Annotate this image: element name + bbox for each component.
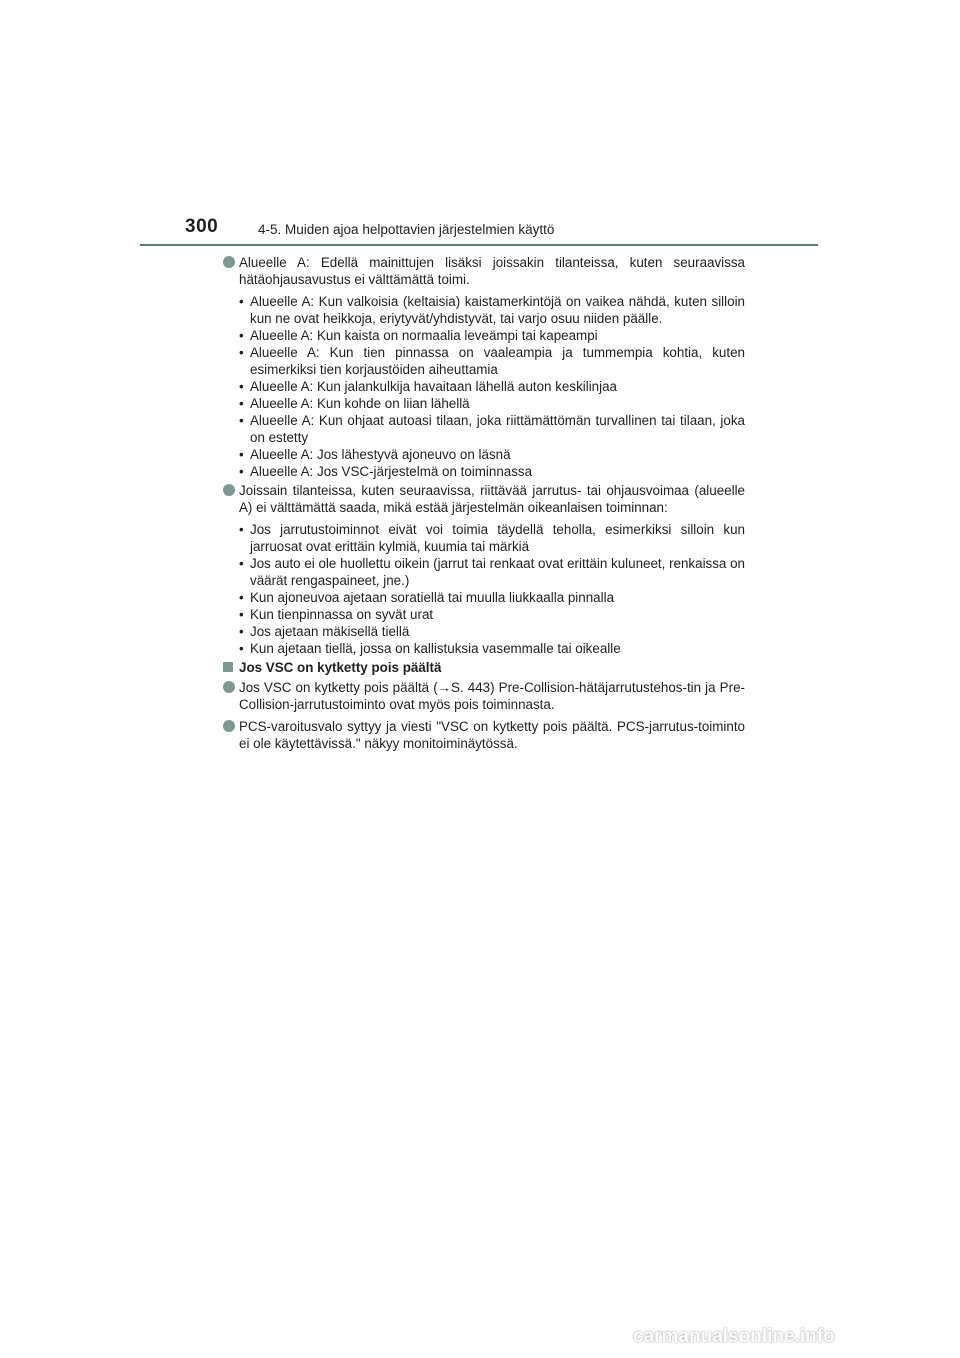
circle-bullet-icon [223, 256, 235, 268]
bullet-paragraph [222, 482, 745, 516]
list-item [222, 606, 745, 623]
list-item-text: Alueelle A: Kun valkoisia (keltaisia) kaistamerkintöjä on vaikea nähdä, kuten silloin kun ne ovat heikkoja, eriytyvät/yhdistyvät, tai varjo osuu niiden päälle. [250, 294, 745, 326]
dot-bullet-icon: • [239, 590, 244, 605]
list-item-text: Jos ajetaan mäkisellä tiellä [250, 624, 410, 639]
list-item [222, 640, 745, 657]
page-reference-text: S. 443) Pre-Collision-hätäjarrutustehos-tin ja Pre-Collision-jarrutustoiminto ovat myös pois toiminnasta. [239, 680, 745, 712]
section-heading [222, 659, 745, 676]
list-item-text: Jos auto ei ole huollettu oikein (jarrut tai renkaat ovat erittäin kuluneet, renkaissa on väärät rengaspaineet, jne.) [250, 556, 745, 588]
bullet-paragraph [222, 718, 745, 752]
dot-bullet-icon: • [239, 328, 244, 343]
page-content [222, 254, 745, 757]
sub-list [222, 521, 745, 657]
dot-bullet-icon: • [239, 464, 244, 479]
circle-bullet-icon [223, 484, 235, 496]
list-item [222, 521, 745, 555]
list-item [222, 589, 745, 606]
dot-bullet-icon: • [239, 396, 244, 411]
dot-bullet-icon: • [239, 607, 244, 622]
list-item [222, 463, 745, 480]
dot-bullet-icon: • [239, 522, 244, 537]
list-item [222, 395, 745, 412]
list-item [222, 327, 745, 344]
list-item-text: Alueelle A: Kun kohde on liian lähellä [250, 396, 470, 411]
list-item [222, 344, 745, 378]
arrow-icon: → [437, 680, 452, 695]
section-heading-text: Jos VSC on kytketty pois päältä [239, 660, 442, 675]
list-item-text: Alueelle A: Jos VSC-järjestelmä on toiminnassa [250, 464, 533, 479]
dot-bullet-icon: • [239, 624, 244, 639]
dot-bullet-icon: • [239, 379, 244, 394]
list-item-text: Alueelle A: Kun tien pinnassa on vaaleampia ja tummempia kohtia, kuten esimerkiksi tien korjaustöiden aiheuttamia [250, 345, 745, 377]
square-bullet-icon [223, 662, 233, 672]
circle-bullet-icon [223, 720, 235, 732]
list-item-text: Jos jarrutustoiminnot eivät voi toimia täydellä teholla, esimerkiksi silloin kun jarruosat ovat erittäin kylmiä, kuumia tai märkiä [250, 522, 745, 554]
bullet-paragraph [222, 679, 745, 713]
list-item-text: Kun ajoneuvoa ajetaan soratiellä tai muulla liukkaalla pinnalla [250, 590, 615, 605]
bullet-paragraph [222, 254, 745, 288]
list-item-text: Alueelle A: Jos lähestyvä ajoneuvo on läsnä [250, 447, 511, 462]
header-divider [140, 244, 818, 246]
list-item-text: Kun tienpinnassa on syvät urat [250, 607, 434, 622]
list-item-text: Kun ajetaan tiellä, jossa on kallistuksia vasemmalle tai oikealle [250, 641, 621, 656]
list-item-text: Alueelle A: Kun ohjaat autoasi tilaan, joka riittämättömän turvallinen tai tilaan, joka on estetty [250, 413, 745, 445]
dot-bullet-icon: • [239, 556, 244, 571]
dot-bullet-icon: • [239, 447, 244, 462]
circle-bullet-icon [223, 681, 235, 693]
paragraph-text: PCS-varoitusvalo syttyy ja viesti "VSC on kytketty pois päältä. PCS-jarrutus-toiminto ei ole käytettävissä." näkyy monitoiminäytössä. [239, 719, 745, 751]
dot-bullet-icon: • [239, 345, 244, 360]
dot-bullet-icon: • [239, 294, 244, 309]
list-item [222, 378, 745, 395]
paragraph-text: Alueelle A: Edellä mainittujen lisäksi joissakin tilanteissa, kuten seuraavissa hätäohjausavustus ei välttämättä toimi. [239, 255, 745, 287]
list-item [222, 555, 745, 589]
list-item-text: Alueelle A: Kun jalankulkija havaitaan lähellä auton keskilinjaa [250, 379, 617, 394]
sub-list [222, 293, 745, 480]
dot-bullet-icon: • [239, 413, 244, 428]
watermark-url: carmanualsonline.info [633, 1326, 835, 1347]
page-number: 300 [185, 216, 219, 237]
list-item-text: Alueelle A: Kun kaista on normaalia leveämpi tai kapeampi [250, 328, 598, 343]
list-item [222, 446, 745, 463]
chapter-title: 4-5. Muiden ajoa helpottavien järjestelmien käyttö [258, 222, 555, 237]
paragraph-text: Joissain tilanteissa, kuten seuraavissa, riittävää jarrutus- tai ohjausvoimaa (alueelle A) ei välttämättä saada, mikä estää järjestelmän oikeanlaisen toiminnan: [239, 483, 745, 515]
paragraph-text-part: Jos VSC on kytketty pois päältä ( [239, 680, 438, 695]
dot-bullet-icon: • [239, 641, 244, 656]
paragraph-text [239, 680, 745, 712]
list-item [222, 412, 745, 446]
list-item [222, 623, 745, 640]
list-item [222, 293, 745, 327]
